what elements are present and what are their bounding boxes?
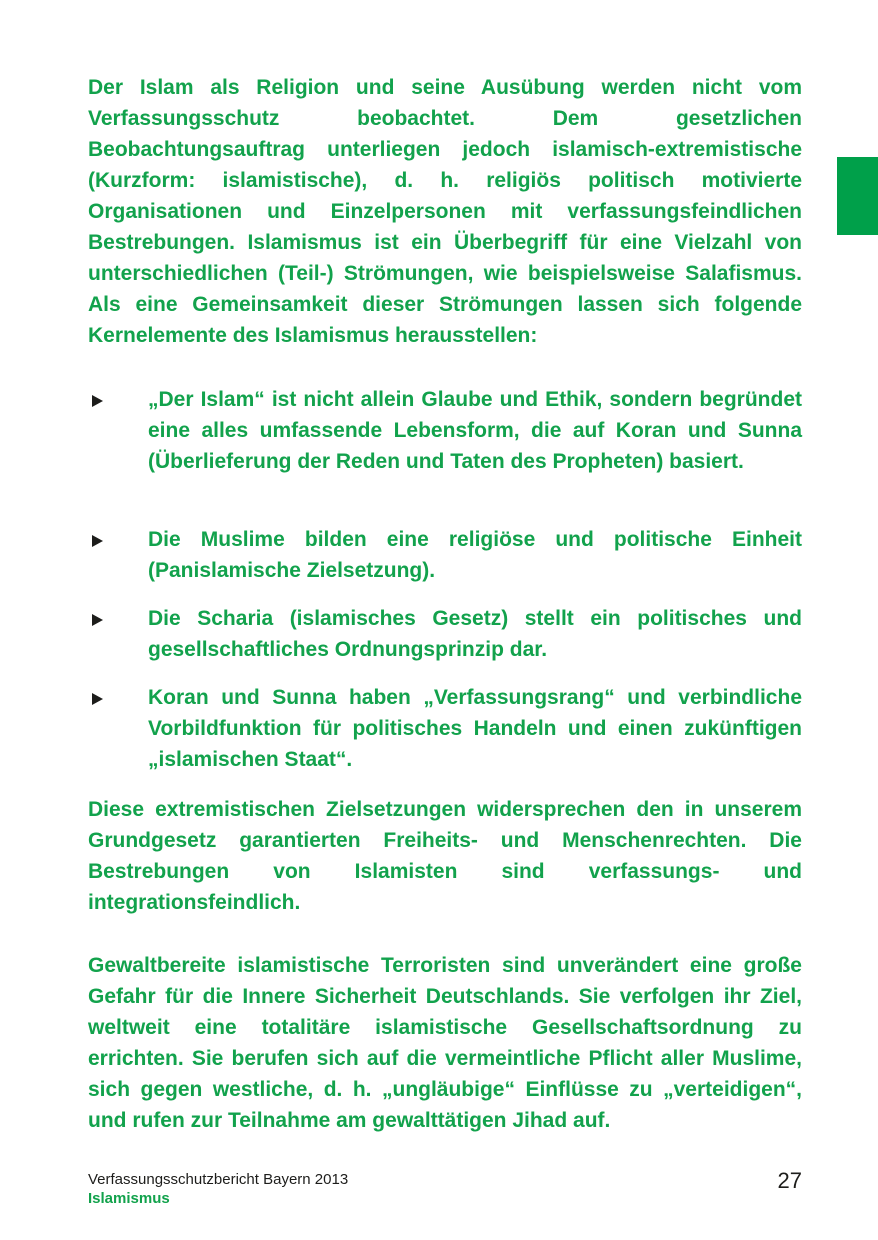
terrorism-paragraph: Gewaltbereite islamistische Terroristen sind unverändert eine große Gefahr für die Innere Sicherheit Deutschlands. Sie verfolgen ihr Ziel, weltweit eine totalitäre islamistische Gesellschaftsordnung zu errichten. Sie berufen sich auf die vermeintliche Pflicht aller Muslime, sich gegen westliche, d. h. „ungläubige“ Einflüsse zu „verteidigen“, und rufen zur Teilnahme am gewalttätigen Jihad auf. bbox=[88, 954, 802, 1132]
bullet-text: Die Muslime bilden eine religiöse und politische Einheit (Panislamische Zielsetzung). bbox=[148, 528, 802, 582]
conclusion-paragraph: Diese extremistischen Zielsetzungen widersprechen den in unserem Grundgesetz garantierten Freiheits- und Menschenrechten. Die Bestrebungen von Islamisten sind verfassungs- und integrationsfeindlich. bbox=[88, 798, 802, 914]
page-footer bbox=[88, 1170, 348, 1208]
triangle-bullet-icon bbox=[92, 535, 103, 547]
triangle-bullet-icon bbox=[92, 614, 103, 626]
chapter-tab-marker bbox=[837, 157, 878, 235]
triangle-bullet-icon bbox=[92, 693, 103, 705]
bullet-text: Die Scharia (islamisches Gesetz) stellt ein politisches und gesellschaftliches Ordnungsprinzip dar. bbox=[148, 607, 802, 661]
bullet-text: „Der Islam“ ist nicht allein Glaube und Ethik, sondern begründet eine alles umfassende Lebensform, die auf Koran und Sunna (Überlieferung der Reden und Taten des Propheten) basiert. bbox=[148, 388, 802, 473]
bullet-text: Koran und Sunna haben „Verfassungsrang“ und verbindliche Vorbildfunktion für politisches Handeln und einen zukünftigen „islamischen Staat“. bbox=[148, 686, 802, 771]
intro-paragraph: Der Islam als Religion und seine Ausübung werden nicht vom Verfassungsschutz beobachtet. Dem gesetzlichen Beobachtungsauftrag unterliegen jedoch islamisch-extremistische (Kurzform: islamistische), d. h. religiös politisch motivierte Organisationen und Einzelpersonen mit verfassungsfeindlichen Bestrebungen. Islamismus ist ein Überbegriff für eine Vielzahl von unterschiedlichen (Teil-) Strömungen, wie beispielsweise Salafismus. Als eine Gemeinsamkeit dieser Strömungen lassen sich folgende Kernelemente des Islamismus herausstellen: bbox=[88, 76, 802, 347]
publication-title: Verfassungsschutzbericht Bayern 2013 bbox=[88, 1171, 349, 1188]
section-name: Islamismus bbox=[88, 1190, 170, 1207]
triangle-bullet-icon bbox=[92, 395, 103, 407]
page-number: 27 bbox=[777, 1168, 802, 1193]
